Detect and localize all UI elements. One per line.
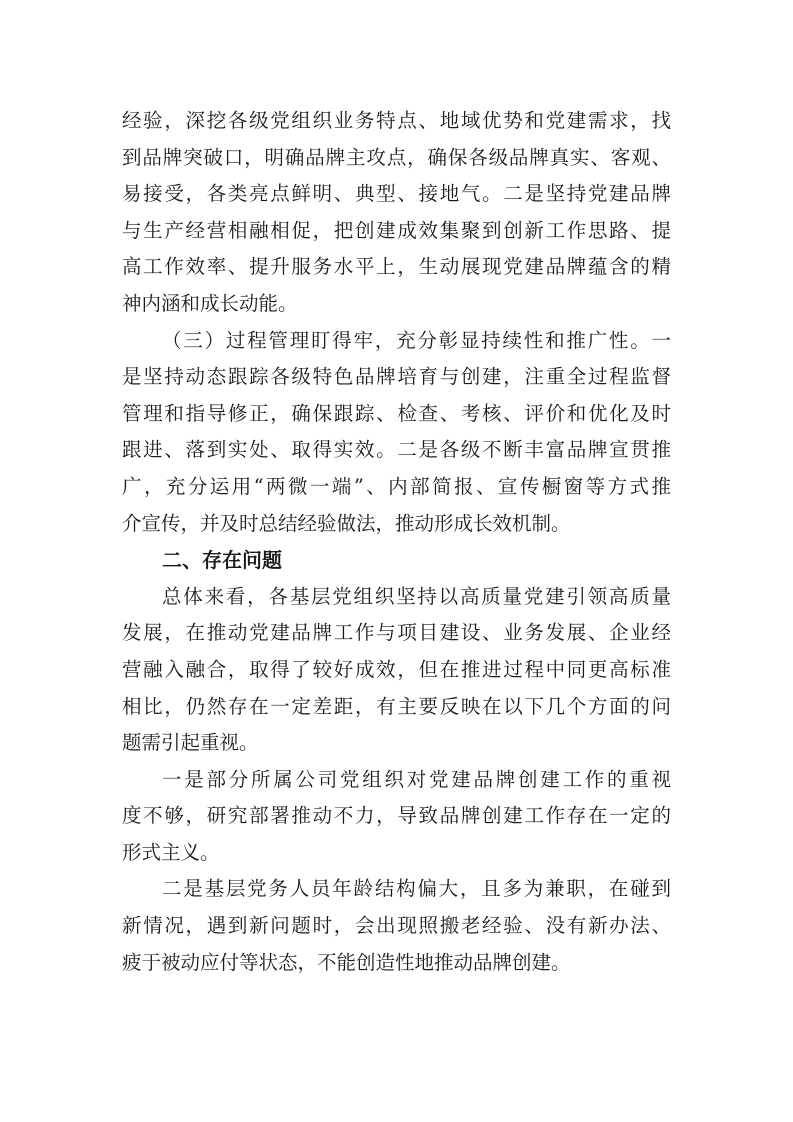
text-line: 度不够，研究部署推动不力，导致品牌创建工作存在一定的 [122,804,671,828]
text-line: 新情况，遇到新问题时，会出现照搬老经验、没有新办法、 [122,914,671,938]
text-line: 与生产经营相融相促，把创建成效集聚到创新工作思路、提 [122,218,671,242]
text-line: 题需引起重视。 [122,731,259,755]
text-line: 介宣传，并及时总结经验做法，推动形成长效机制。 [122,511,571,535]
text-line: 疲于被动应付等状态，不能创造性地推动品牌创建。 [122,950,571,974]
text-line: （三）过程管理盯得牢，充分彰显持续性和推广性。一 [162,328,671,352]
text-line: 到品牌突破口，明确品牌主攻点，确保各级品牌真实、客观、 [122,145,671,169]
text-line: 跟进、落到实处、取得实效。二是各级不断丰富品牌宣贯推 [122,438,671,462]
text-line: 发展，在推动党建品牌工作与项目建设、业务发展、企业经 [122,621,671,645]
text-line: 广，充分运用“两微一端”、内部简报、宣传橱窗等方式推 [122,474,671,498]
text-line: 二是基层党务人员年龄结构偏大，且多为兼职，在碰到 [162,877,671,901]
text-line: 相比，仍然存在一定差距，有主要反映在以下几个方面的问 [122,694,671,718]
text-line: 管理和指导修正，确保跟踪、检查、考核、评价和优化及时 [122,401,671,425]
document-body [122,103,671,981]
text-line: 营融入融合，取得了较好成效，但在推进过程中同更高标准 [122,657,671,681]
text-line: 易接受，各类亮点鲜明、典型、接地气。二是坚持党建品牌 [122,182,671,206]
text-line: 形式主义。 [122,840,220,864]
text-line: 神内涵和成长动能。 [122,291,298,315]
section-heading: 二、存在问题 [162,548,282,573]
text-line: 经验，深挖各级党组织业务特点、地域优势和党建需求，找 [122,109,671,132]
text-line: 高工作效率、提升服务水平上，生动展现党建品牌蕴含的精 [122,255,671,279]
text-line: 一是部分所属公司党组织对党建品牌创建工作的重视 [162,767,671,791]
text-line: 总体来看，各基层党组织坚持以高质量党建引领高质量 [162,584,671,608]
text-line: 是坚持动态跟踪各级特色品牌培育与创建，注重全过程监督 [122,365,671,389]
